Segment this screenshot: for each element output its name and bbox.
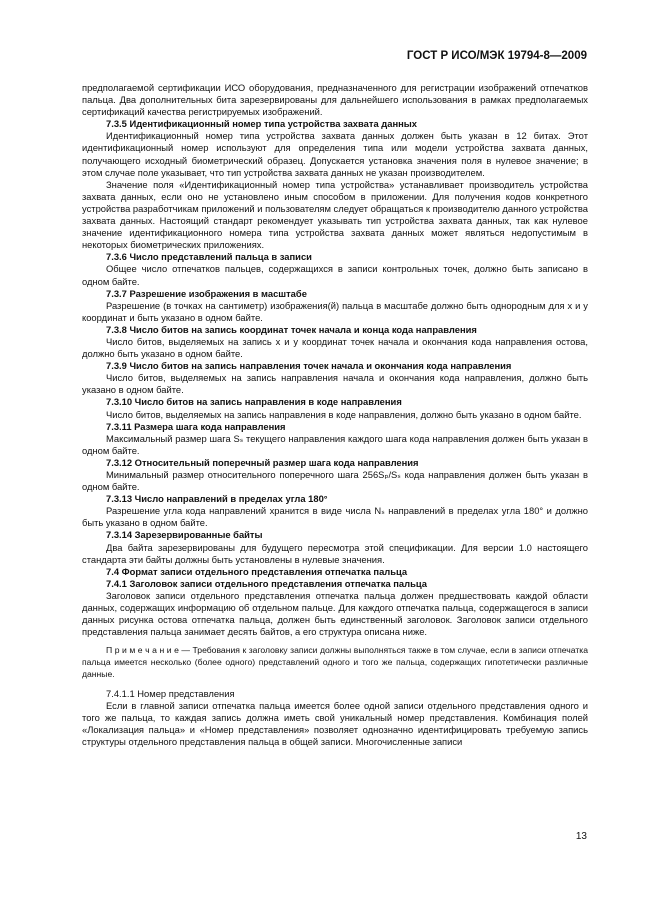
paragraph: предполагаемой сертификации ИСО оборудования, предназначенного для регистрации изображений отпечатков пальца. Два дополнительных бита зарезервированы для дальнейшего использования в рамках предполагаемых сертификаций качества регистрируемых изображений. <box>82 82 588 118</box>
section-heading: 7.3.8 Число битов на запись координат точек начала и конца кода направления <box>106 323 477 335</box>
section-heading: 7.3.6 Число представлений пальца в записи <box>106 251 312 263</box>
page-number: 13 <box>575 831 587 842</box>
section-heading: 7.3.5 Идентификационный номер типа устройства захвата данных <box>106 118 417 130</box>
section-heading: 7.3.9 Число битов на запись направления точек начала и окончания кода направления <box>106 360 512 372</box>
section-heading: 7.3.11 Размера шага кода направления <box>106 420 286 432</box>
paragraph: Идентификационный номер типа устройства захвата данных должен быть указан в 12 битах. Этот идентификационный номер используют для определения типа или модели устройства захвата данных, получающего исходный биометрический образец. Допускается установка значения поля в нулевое значение; в этом случае поле указывает, что тип устройства захвата данных не указан производителем. <box>82 130 588 178</box>
document-body <box>82 82 588 749</box>
section-heading: 7.3.10 Число битов на запись направления в коде направления <box>106 396 402 408</box>
note <box>82 645 588 680</box>
paragraph: Разрешение (в точках на сантиметр) изображения(й) пальца в масштабе должно быть однородным для x и y координат и быть указано в одном байте. <box>82 299 588 323</box>
subsection-heading: 7.4.1.1 Номер представления <box>106 688 235 700</box>
note-text: — Требования к заголовку записи должны выполняться также в том случае, если в записи отпечатка пальца имеется несколько (более одного) представлений одного и того же пальца, содержащих гипотетически различные данные. <box>82 645 588 679</box>
paragraph: Число битов, выделяемых на запись направления начала и окончания кода направления, должно быть указано в одном байте. <box>82 372 588 396</box>
paragraph: Значение поля «Идентификационный номер типа устройства» устанавливает производитель устройства захвата данных, если оно не установлено иным способом в приложении. Для получения кодов конкретного устройства разработчикам приложений и пользователям следует обращаться к производителю данного устройства захвата данных. Настоящий стандарт рекомендует указывать тип устройства захвата данных, так как нулевое значение идентификационного номера типа устройства захвата данных может являться недопустимым в некоторых биометрических приложениях. <box>82 178 588 251</box>
paragraph: Число битов, выделяемых на запись x и y координат точек начала и окончания кода направления остова, должно быть указано в одном байте. <box>82 335 588 360</box>
note-label: П р и м е ч а н и е <box>106 645 179 656</box>
paragraph: Разрешение угла кода направлений хранится в виде числа Nₛ направлений в пределах угла 180° и должно быть указано в одном байте. <box>82 505 588 529</box>
section-heading: 7.4 Формат записи отдельного представления отпечатка пальца <box>106 565 408 577</box>
section-heading: 7.3.13 Число направлений в пределах угла 180° <box>106 493 328 505</box>
paragraph: Число битов, выделяемых на запись направления в коде направления, должно быть указано в одном байте. <box>106 408 582 420</box>
paragraph: Общее число отпечатков пальцев, содержащихся в записи контрольных точек, должно быть записано в одном байте. <box>82 263 588 287</box>
section-heading: 7.4.1 Заголовок записи отдельного представления отпечатка пальца <box>106 577 427 589</box>
section-heading: 7.3.14 Зарезервированные байты <box>106 529 263 541</box>
page-header: ГОСТ Р ИСО/МЭК 19794-8—2009 <box>406 50 587 62</box>
section-heading: 7.3.12 Относительный поперечный размер шага кода направления <box>106 456 419 468</box>
paragraph: Если в главной записи отпечатка пальца имеется более одной записи отдельного представления одного и того же пальца, то каждая запись должна иметь свой уникальный номер представления. Комбинация полей «Локализация пальца» и «Номер представления» позволяет однозначно идентифицировать требуемую запись структуры отдельного представления пальца в общей записи. Многочисленные записи <box>82 700 588 748</box>
paragraph: Два байта зарезервированы для будущего пересмотра этой спецификации. Для версии 1.0 настоящего стандарта эти байты должны быть установлены в нулевые значения. <box>82 541 588 565</box>
paragraph: Заголовок записи отдельного представления отпечатка пальца должен предшествовать каждой области данных, содержащих информацию об отдельном пальце. Для каждого отпечатка пальца, содержащегося в записи данных рисунка остова отпечатка пальца, должен быть единственный заголовок. Заголовок записи отдельного представления пальца занимает десять байтов, а его структура описана ниже. <box>82 589 588 638</box>
paragraph: Максимальный размер шага Sₛ текущего направления каждого шага кода направления должен быть указан в одном байте. <box>82 432 588 456</box>
paragraph: Минимальный размер относительного поперечного шага 256Sₚ/Sₛ кода направления должен быть указан в одном байте. <box>82 469 588 493</box>
section-heading: 7.3.7 Разрешение изображения в масштабе <box>106 287 307 299</box>
